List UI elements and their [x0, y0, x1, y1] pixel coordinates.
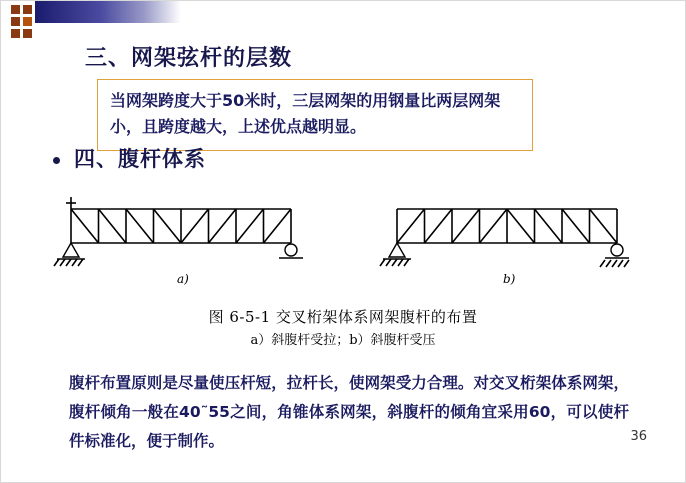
bullet-dot-icon — [53, 157, 60, 164]
decorative-square — [11, 5, 20, 14]
section-heading-four-row — [53, 143, 206, 173]
decorative-square — [23, 17, 32, 26]
figure-caption: 图 6-5-1 交叉桁架体系网架腹杆的布置 — [208, 308, 478, 326]
section-heading-four: 四、腹杆体系 — [74, 147, 206, 171]
highlight-callout-box: 当网架跨度大于50米时，三层网架的用钢量比两层网架小，且跨度越大，上述优点越明显。 — [97, 79, 533, 151]
figure-label-b: b) — [503, 272, 516, 286]
decorative-gradient-bar — [35, 1, 181, 23]
page-number: 36 — [630, 429, 647, 444]
decorative-corner — [1, 1, 181, 37]
decorative-square — [23, 29, 32, 38]
section-heading-three: 三、网架弦杆的层数 — [85, 46, 293, 71]
truss-figure — [49, 183, 639, 303]
body-paragraph: 腹杆布置原则是尽量使压杆短，拉杆长，使网架受力合理。对交叉桁架体系网架，腹杆倾角一般在40˜55之间，角锥体系网架，斜腹杆的倾角宜采用60，可以使杆件标准化，便于制作。 — [69, 374, 629, 450]
figure-label-a: a) — [177, 272, 189, 286]
decorative-square — [23, 5, 32, 14]
figure-subcaption: a）斜腹杆受拉；b）斜腹杆受压 — [250, 333, 436, 348]
truss-diagram-svg — [49, 183, 639, 303]
decorative-square — [11, 17, 20, 26]
decorative-square — [11, 29, 20, 38]
